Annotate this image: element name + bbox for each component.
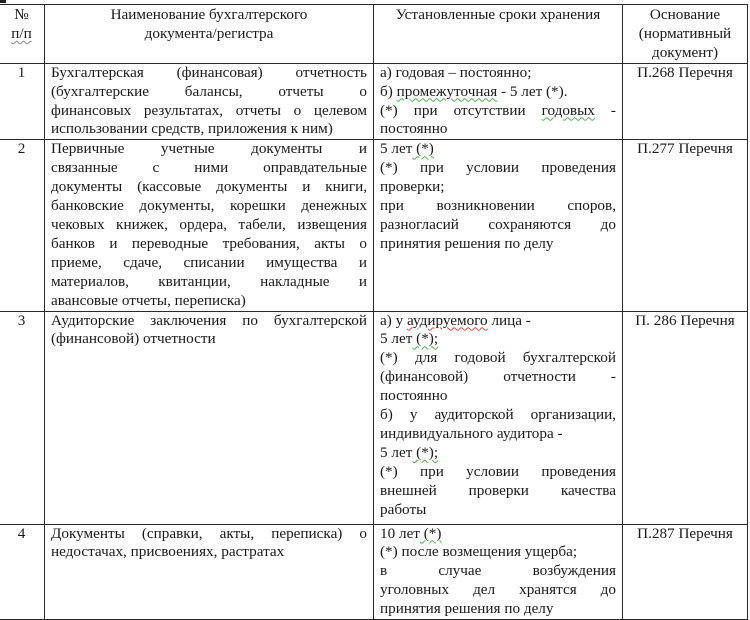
spelling-flagged-word: аудируемого [407, 311, 488, 329]
table-row [0, 311, 748, 524]
document-name-cell: Аудиторские заключения по бухгалтерской (финансовой) отчетности [45, 311, 374, 524]
basis-cell: П.268 Перечня [623, 63, 748, 140]
document-name-cell: Первичные учетные документы и связанные с ними оправдательные документы (кассовые документы и книги, банковские документы, корешки денежных чековых книжек, ордера, табели, извещения банков и переводные требования, акты о приеме, сдаче, списании имущества и материалов, квитанции, накладные и авансовые отчеты, переписка) [45, 140, 374, 311]
table-header-row [0, 5, 748, 64]
row-number: 2 [0, 140, 45, 311]
basis-cell: П. 286 Перечня [623, 311, 748, 524]
table-row [0, 140, 748, 311]
table-row [0, 524, 748, 620]
grammar-flagged-word: (*); [412, 330, 439, 348]
header-number [0, 5, 45, 64]
grammar-flagged-word: (*) [419, 524, 442, 542]
header-number-symbol: № [14, 6, 29, 23]
previous-text-fragment [0, 0, 6, 3]
retention-term-cell: а) годовая – постоянно; б) промежуточная - 5 лет (*). (*) при отсутствии годовых - постоянно [374, 63, 623, 140]
grammar-flagged-word: годовых [541, 101, 595, 119]
row-number: 4 [0, 524, 45, 620]
basis-cell: П.277 Перечня [623, 140, 748, 311]
table-row [0, 63, 748, 140]
document-name-cell: Документы (справки, акты, переписка) о недостачах, присвоениях, растратах [45, 524, 374, 620]
grammar-flagged-word: (*) [412, 140, 434, 158]
retention-term-cell: а) у аудируемого лица - 5 лет (*); (*) для годовой бухгалтерской (финансовой) отчетности - постоянно б) у аудиторской организации, индивидуального аудитора - 5 лет (*); (*) при условии проведения внешней проверки качества работы [374, 311, 623, 524]
header-retention-term: Установленные сроки хранения [374, 5, 623, 64]
row-number: 3 [0, 311, 45, 524]
grammar-flagged-word: промежуточная [396, 82, 498, 100]
row-number: 1 [0, 63, 45, 140]
header-number-abbr: п/п [11, 24, 32, 42]
document-name-cell: Бухгалтерская (финансовая) отчетность (бухгалтерские балансы, отчеты о финансовых результатах, отчеты о целевом использовании средств, приложения к ним) [45, 63, 374, 140]
basis-cell: П.287 Перечня [623, 524, 748, 620]
grammar-flagged-word: (*); [412, 443, 439, 461]
document-retention-table [0, 4, 748, 620]
header-basis: Основание (нормативный документ) [623, 5, 748, 64]
header-document-name: Наименование бухгалтерского документа/регистра [45, 5, 374, 64]
retention-term-cell: 10 лет (*) (*) после возмещения ущерба; в случае возбуждения уголовных дел хранятся до принятия решения по делу [374, 524, 623, 620]
retention-term-cell: 5 лет (*) (*) при условии проведения проверки; при возникновении споров, разногласий сохраняются до принятия решения по делу [374, 140, 623, 311]
